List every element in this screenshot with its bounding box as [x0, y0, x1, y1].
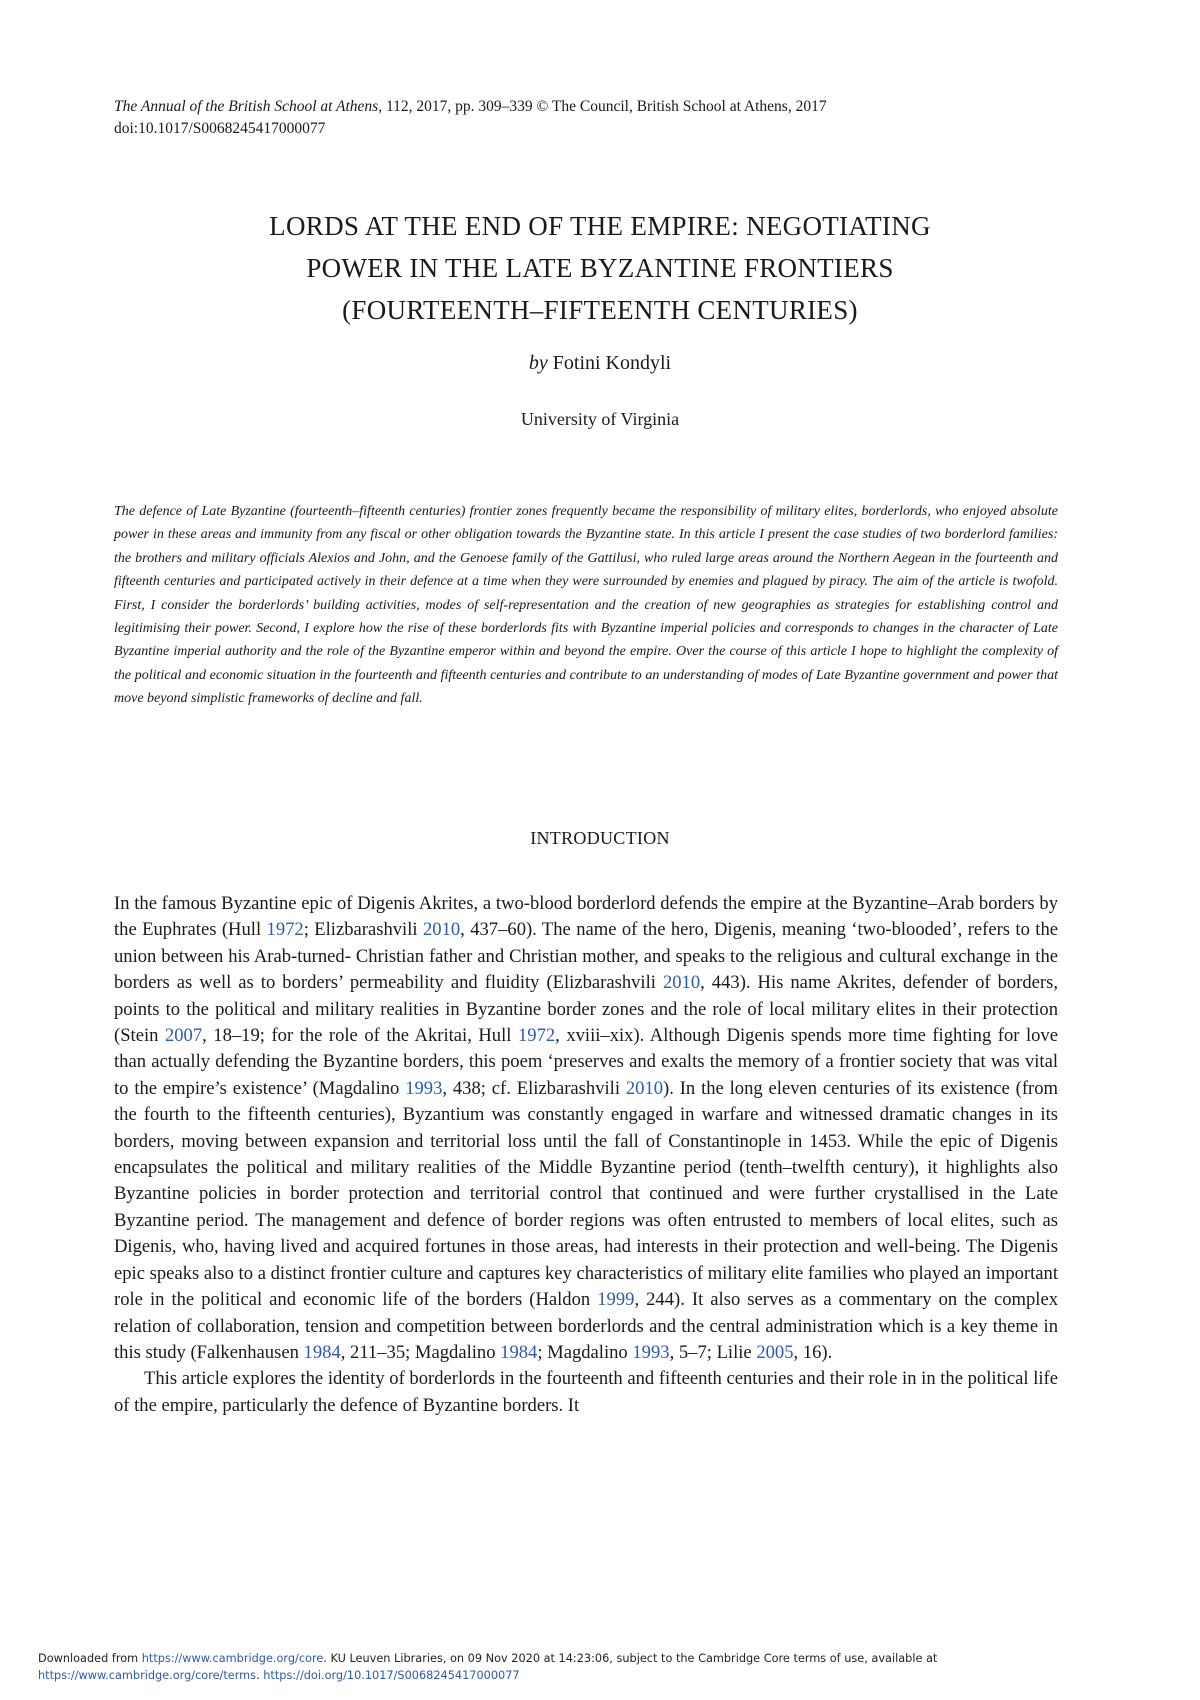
reference-link[interactable]: 1972 [517, 1025, 556, 1047]
title-line-3: (FOURTEENTH–FIFTEENTH CENTURIES) [342, 295, 858, 325]
reference-link[interactable]: 2010 [662, 972, 701, 994]
title-line-2: POWER IN THE LATE BYZANTINE FRONTIERS [306, 253, 894, 283]
reference-link[interactable]: 1984 [303, 1341, 341, 1363]
reference-link[interactable]: 1999 [597, 1289, 635, 1311]
text-run: ; Elizbarashvili [303, 919, 423, 941]
paragraph-2: This article explores the identity of borderlords in the fourteenth and fifteenth centuries and their role in in the political life of the empire, particularly the defence of Byzantine borders. It [114, 1368, 1058, 1416]
doi-link[interactable]: https://doi.org/10.1017/S0068245417000077 [263, 1669, 520, 1682]
body-text [114, 891, 1058, 1419]
terms-link[interactable]: https://www.cambridge.org/core/terms [38, 1669, 257, 1682]
reference-link[interactable]: 1993 [405, 1077, 443, 1099]
footer-line-1 [38, 1650, 1168, 1667]
text-run: , 18–19; for the role of the Akritai, Hull [202, 1025, 518, 1047]
reference-link[interactable]: 1993 [632, 1341, 670, 1363]
reference-link[interactable]: 2007 [164, 1025, 203, 1047]
footer-line-2 [38, 1667, 1168, 1684]
paragraph-1 [114, 891, 1058, 1366]
text-run: , 438; cf. Elizbarashvili [442, 1077, 626, 1099]
journal-header [114, 96, 1074, 140]
author-name: Fotini Kondyli [552, 352, 672, 374]
doi-line: doi:10.1017/S0068245417000077 [114, 120, 326, 137]
footer-middle: . KU Leuven Libraries, on 09 Nov 2020 at 14:23:06, subject to the Cambridge Core terms of use, available at [323, 1652, 938, 1665]
cambridge-core-link[interactable]: https://www.cambridge.org/core [141, 1652, 324, 1665]
text-run: , xviii–xix). Although Digenis spends more time fighting for love than actually defending the Byzantine borders, this poem ‘preserves and exalts the memory of a frontier society that was vital to the empire’s existence’ (Magdalino [114, 1025, 1058, 1099]
journal-name: The Annual of the British School at Athens [114, 98, 379, 115]
byline-by: by [528, 352, 548, 374]
reference-link[interactable]: 2010 [625, 1077, 664, 1099]
reference-link[interactable]: 2005 [756, 1341, 794, 1363]
section-heading-introduction: INTRODUCTION [530, 828, 670, 848]
reference-link[interactable]: 1972 [266, 919, 304, 941]
download-footer [38, 1650, 1168, 1684]
author-affiliation: University of Virginia [520, 409, 680, 429]
text-run: , 211–35; Magdalino [340, 1341, 501, 1363]
text-run: In the famous Byzantine epic of Digenis Akrites, a two-blood borderlord defends the empire at the Byzantine–Arab borders by the Euphrates (Hull [114, 893, 1058, 941]
citation-details: , 112, 2017, pp. 309–339 © The Council, British School at Athens, 2017 [378, 98, 827, 115]
abstract: The defence of Late Byzantine (fourteenth–fifteenth centuries) frontier zones frequently became the responsibility of military elites, borderlords, who enjoyed absolute power in these areas and immunity from any fiscal or other obligation towards the Byzantine state. In this article I present the case studies of two borderlord families: the brothers and military officials Alexios and John, and the Genoese family of the Gattilusi, who ruled large areas around the Northern Aegean in the fourteenth and fifteenth centuries and participated actively in their defence at a time when they were surrounded by enemies and plagued by piracy. The aim of the article is twofold. First, I consider the borderlords’ building activities, modes of self-representation and the creation of new geographies as strategies for establishing control and legitimising their power. Second, I explore how the rise of these borderlords fits with Byzantine imperial policies and corresponds to changes in the character of Late Byzantine imperial authority and the role of the Byzantine emperor within and beyond the empire. Over the course of this article I hope to highlight the complexity of the political and economic situation in the fourteenth and fifteenth centuries and contribute to an understanding of modes of Late Byzantine government and power that move beyond simplistic frameworks of decline and fall. [114, 504, 1058, 707]
text-run: , 443). His name Akrites, defender of borders, points to the political and military realities in Byzantine border zones and the role of local military elites in their protection (Stein [114, 972, 1059, 1047]
text-run: , 437–60). The name of the hero, Digenis, meaning ‘two-blooded’, refers to the union between his Arab-turned- Christian father and Christian mother, and speaks to the religious and cultural exchange in the borders as well as to borders’ permeability and fluidity (Elizbarashvili [114, 919, 1059, 994]
footer-prefix: Downloaded from [38, 1652, 142, 1665]
footer-separator: . [256, 1669, 264, 1682]
article-title [120, 205, 1080, 331]
title-line-1: LORDS AT THE END OF THE EMPIRE: NEGOTIATING [269, 211, 931, 241]
byline [120, 350, 1080, 376]
text-run: ; Magdalino [537, 1341, 633, 1363]
text-run: , 16). [793, 1341, 833, 1363]
reference-link[interactable]: 2010 [422, 919, 461, 941]
text-run: ). In the long eleven centuries of its existence (from the fourth to the fifteenth centuries), Byzantium was constantly engaged in warfare and witnessed dramatic changes in its borders, moving between expansion and territorial loss until the fall of Constantinople in 1453. While the epic of Digenis encapsulates the political and military realities of the Middle Byzantine period (tenth–twelfth century), it highlights also Byzantine policies in border protection and territorial control that continued and were further crystallised in the Late Byzantine period. The management and defence of border regions was often entrusted to members of local elites, such as Digenis, who, having lived and acquired fortunes in those areas, had interests in their protection and well-being. The Digenis epic speaks also to a distinct frontier culture and captures key characteristics of military elite families who played an important role in the political and economic life of the borders (Haldon [114, 1077, 1058, 1311]
text-run: , 5–7; Lilie [669, 1341, 757, 1363]
citation-line [114, 96, 1074, 118]
text-run: , 244). It also serves as a commentary on the complex relation of collaboration, tension and competition between borderlords and the central administration which is a key theme in this study (Falkenhausen [114, 1289, 1058, 1363]
reference-link[interactable]: 1984 [500, 1341, 538, 1363]
